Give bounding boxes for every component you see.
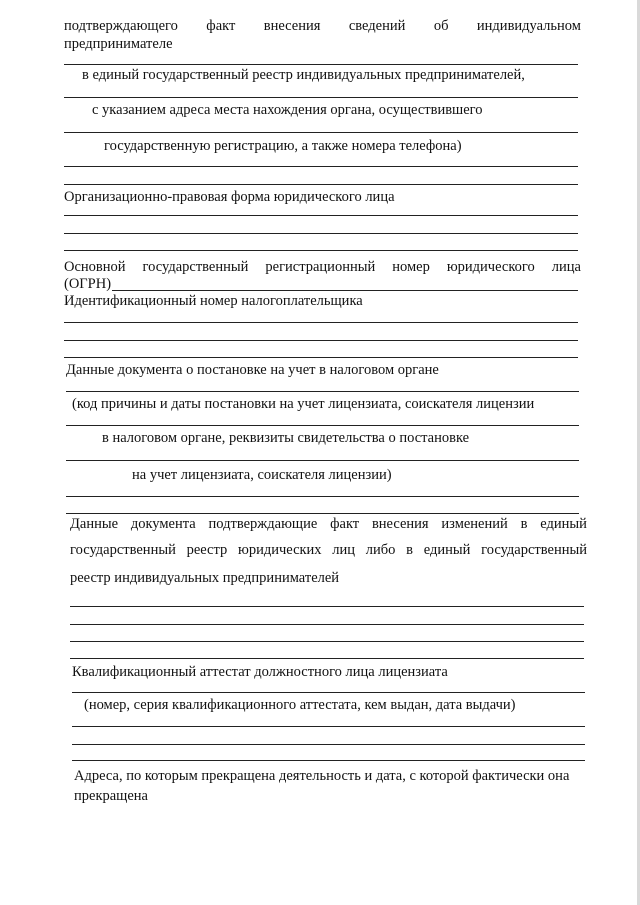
changes-row3: реестр индивидуальных предпринимателей [70,570,340,586]
word: подтверждающие [208,516,318,532]
qual-label: Квалификационный аттестат должностного лица лицензиата [72,664,448,680]
word: государственный [142,259,249,275]
word: в [406,542,414,558]
fill-line [66,460,579,461]
fill-line [64,184,578,185]
inn-label: Идентификационный номер налогоплательщика [64,293,363,309]
word: лица [551,259,581,275]
word: индивидуальном [476,18,581,34]
word: единый [540,516,587,532]
fill-line [70,658,584,659]
fill-line [112,290,578,291]
fill-line [64,233,578,234]
word: государственный [481,542,587,558]
fill-line [66,425,579,426]
legal-form-label: Организационно-правовая форма юридического лица [64,189,395,205]
address-row1: Адреса, по которым прекращена деятельность и дата, с которой фактически она [74,768,570,784]
word: Данные [70,516,119,532]
word: факт [330,516,360,532]
fill-line [64,322,578,323]
word: факт [206,18,236,34]
word: единый [423,542,471,558]
ogrn-row2: (ОГРН) [64,276,112,292]
word: сведений [348,18,406,34]
word: реестр [186,542,228,558]
fill-line [72,692,585,693]
fill-line [66,496,579,497]
word: лиц [332,542,356,558]
changes-row2 [70,542,587,559]
address-row2: прекращена [74,788,148,804]
word: в [520,516,528,532]
fill-line [66,513,579,514]
block1-hint2: с указанием адреса места нахождения органа, осуществившего [92,102,483,118]
fill-line [72,744,585,745]
word: об [433,18,449,34]
block1-hint3: государственную регистрацию, а также номера телефона) [104,138,462,154]
word: юридических [238,542,322,558]
word: государственный [70,542,176,558]
fill-line [72,760,585,761]
fill-line [64,250,578,251]
word: либо [365,542,396,558]
word: внесения [371,516,429,532]
word: подтверждающего [64,18,178,34]
tax-label: Данные документа о постановке на учет в налоговом органе [66,362,439,378]
fill-line [64,166,578,167]
tax-hint1: (код причины и даты постановки на учет лицензиата, соискателя лицензии [72,396,535,412]
tax-hint2: в налоговом органе, реквизиты свидетельства о постановке [102,430,470,446]
word: номер [392,259,430,275]
fill-line [64,97,578,98]
fill-line [64,340,578,341]
fill-line [70,606,584,607]
fill-line [70,624,584,625]
ogrn-row1 [64,259,581,276]
qual-hint: (номер, серия квалификационного аттестата, кем выдан, дата выдачи) [84,697,516,713]
fill-line [64,64,578,65]
fill-line [64,357,578,358]
changes-row1 [70,516,587,533]
fill-line [64,132,578,133]
word: документа [130,516,196,532]
word: Основной [64,259,126,275]
tax-hint3: на учет лицензиата, соискателя лицензии) [132,467,392,483]
word: изменений [441,516,508,532]
fill-line [70,641,584,642]
block1-row1 [64,18,581,35]
word: регистрационный [265,259,376,275]
block1-hint1: в единый государственный реестр индивидуальных предпринимателей, [82,67,525,83]
fill-line [66,391,579,392]
word: внесения [263,18,321,34]
word: юридического [446,259,535,275]
block1-row2: предпринимателе [64,36,173,52]
fill-line [64,215,578,216]
fill-line [72,726,585,727]
